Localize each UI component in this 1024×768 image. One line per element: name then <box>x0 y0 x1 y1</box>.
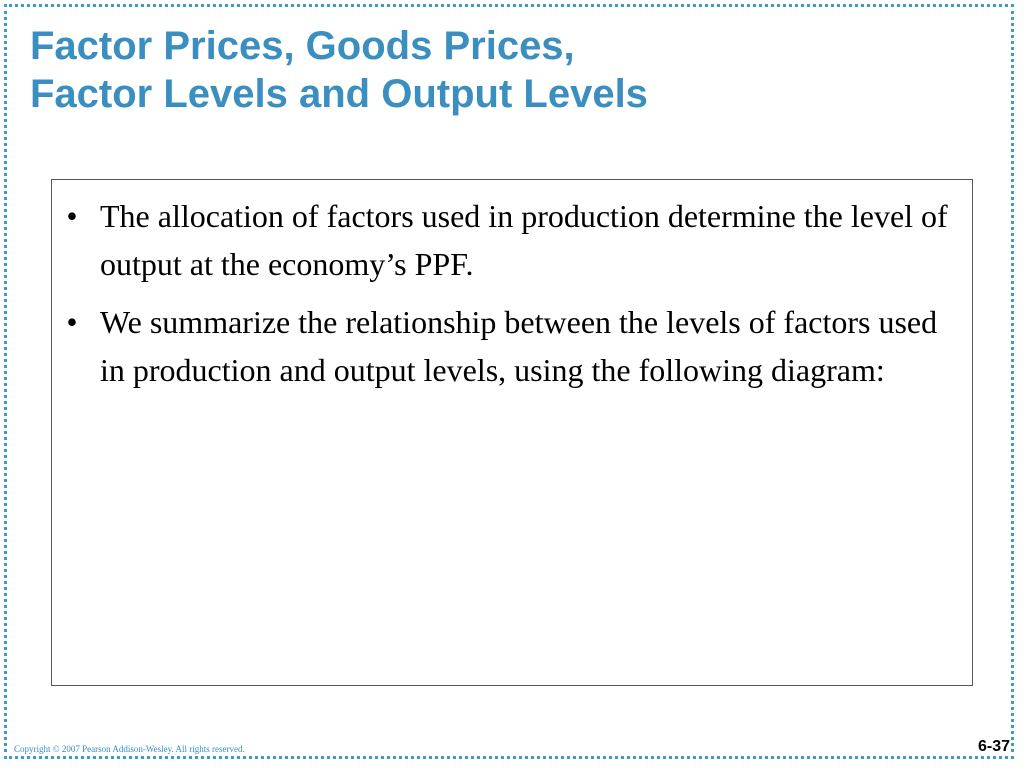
slide-title-line-1: Factor Prices, Goods Prices, <box>30 24 575 68</box>
bullet-text: The allocation of factors used in production determine the level of output at the economy’s PPF. <box>100 198 948 282</box>
copyright-notice: Copyright © 2007 Pearson Addison-Wesley. All rights reserved. <box>14 744 245 754</box>
content-box <box>51 179 973 686</box>
bullet-item <box>52 298 972 394</box>
bullet-marker: • <box>66 304 78 340</box>
slide-title <box>30 22 648 118</box>
slide-title-line-2: Factor Levels and Output Levels <box>30 72 648 116</box>
page-number: 6-37 <box>977 738 1010 755</box>
bullet-list <box>52 192 972 404</box>
bullet-item <box>52 192 972 288</box>
bullet-marker: • <box>66 198 78 234</box>
bullet-text: We summarize the relationship between the levels of factors used in production and output levels, using the following diagram: <box>100 304 938 388</box>
